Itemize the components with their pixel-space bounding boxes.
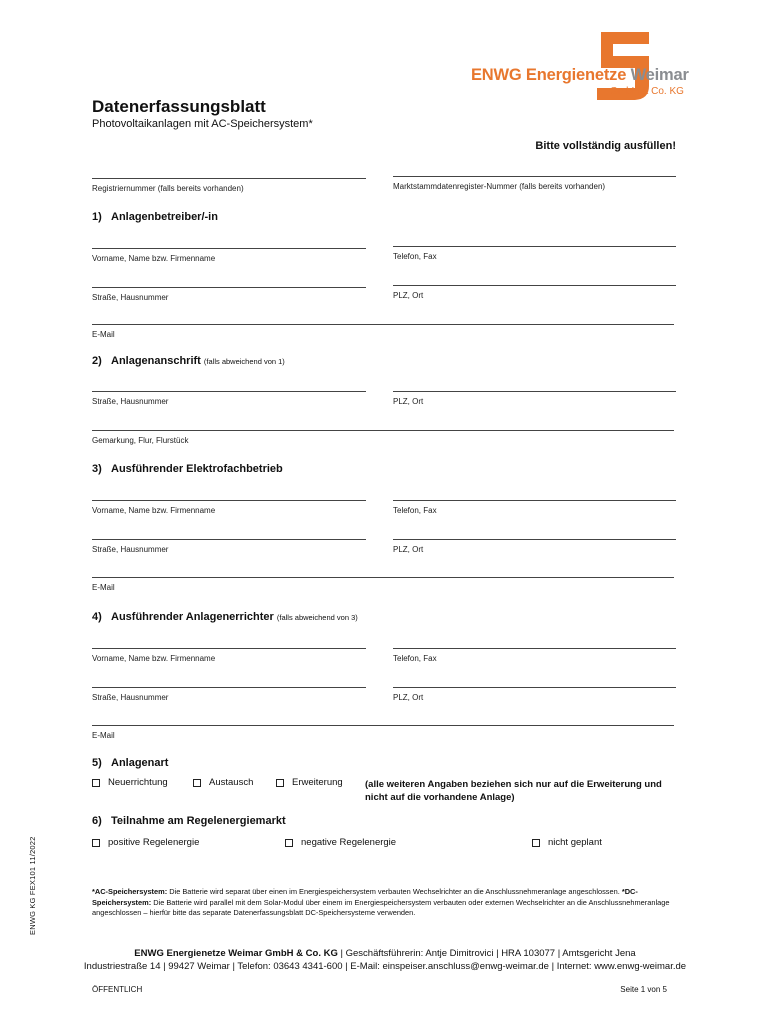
s3-street-label: Straße, Hausnummer bbox=[92, 545, 169, 554]
option-extension[interactable]: Erweiterung bbox=[276, 777, 343, 788]
s2-city-label: PLZ, Ort bbox=[393, 397, 424, 406]
s1-city-label: PLZ, Ort bbox=[393, 291, 424, 300]
section-6-heading: 6) Teilnahme am Regelenergiemarkt bbox=[92, 815, 286, 827]
logo-wordmark: ENWG Energienetze Weimar bbox=[471, 66, 689, 84]
s1-name-label: Vorname, Name bzw. Firmenname bbox=[92, 254, 216, 263]
registration-number-field[interactable] bbox=[92, 178, 366, 179]
page-number: Seite 1 von 5 bbox=[620, 985, 667, 994]
checkbox-icon[interactable] bbox=[276, 779, 284, 787]
s4-email-label: E-Mail bbox=[92, 731, 115, 740]
s1-street-field[interactable] bbox=[92, 287, 366, 288]
checkbox-icon[interactable] bbox=[285, 839, 293, 847]
storage-footnote: *AC-Speichersystem: Die Batterie wird separat über einen im Energiespeichersystem verbauten Wechselrichter an die Anschlussnehmeranlage angeschlossen. *DC-Speichersystem: Die Batterie wird parallel mit dem Solar-Modul über einem im Energiespeichersystem verbauten oder externen Wechselrichter an die Anschlussnehmeranlage angeschlossen – hierfür bitte das separate Datenerfassungsblatt DC-Speichersysteme verwenden. bbox=[92, 887, 670, 917]
form-code: ENWG KG FEX101 11/2022 bbox=[28, 836, 37, 935]
s4-name-field[interactable] bbox=[92, 648, 366, 649]
s4-name-label: Vorname, Name bzw. Firmenname bbox=[92, 654, 216, 663]
s4-street-label: Straße, Hausnummer bbox=[92, 693, 169, 702]
option-new-installation[interactable]: Neuerrichtung bbox=[92, 777, 168, 788]
s2-street-field[interactable] bbox=[92, 391, 366, 392]
s3-name-field[interactable] bbox=[92, 500, 366, 501]
company-footer: ENWG Energienetze Weimar GmbH & Co. KG | Geschäftsführerin: Antje Dimitrovici | HRA 103077 | Amtsgericht Jena Industriestraße 14 | 99427 Weimar | Telefon: 03643 4341-600 | E-Mail: einspeiser.anschluss@enwg-weimar.de | Internet: www.enwg-weimar.de bbox=[83, 948, 687, 972]
s4-phone-label: Telefon, Fax bbox=[393, 654, 437, 663]
section-2-heading: 2) Anlagenanschrift (falls abweichend von 1) bbox=[92, 355, 285, 367]
s4-city-label: PLZ, Ort bbox=[393, 693, 424, 702]
option-positive-control-energy[interactable]: positive Regelenergie bbox=[92, 837, 199, 848]
s1-phone-field[interactable] bbox=[393, 246, 676, 247]
s1-name-field[interactable] bbox=[92, 248, 366, 249]
fill-completely-hint: Bitte vollständig ausfüllen! bbox=[535, 140, 676, 152]
s3-email-label: E-Mail bbox=[92, 583, 115, 592]
s3-name-label: Vorname, Name bzw. Firmenname bbox=[92, 506, 216, 515]
s4-street-field[interactable] bbox=[92, 687, 366, 688]
registration-number-label: Registriernummer (falls bereits vorhanden) bbox=[92, 184, 244, 193]
option-negative-control-energy[interactable]: negative Regelenergie bbox=[285, 837, 396, 848]
page-title: Datenerfassungsblatt bbox=[92, 97, 266, 116]
s4-city-field[interactable] bbox=[393, 687, 676, 688]
option-replacement[interactable]: Austausch bbox=[193, 777, 253, 788]
s1-city-field[interactable] bbox=[393, 285, 676, 286]
classification-label: ÖFFENTLICH bbox=[92, 985, 143, 994]
s2-plot-label: Gemarkung, Flur, Flurstück bbox=[92, 436, 189, 445]
s2-plot-field[interactable] bbox=[92, 430, 674, 431]
s2-city-field[interactable] bbox=[393, 391, 676, 392]
checkbox-icon[interactable] bbox=[532, 839, 540, 847]
section-3-heading: 3) Ausführender Elektrofachbetrieb bbox=[92, 463, 283, 475]
s1-email-field[interactable] bbox=[92, 324, 674, 325]
s3-city-field[interactable] bbox=[393, 539, 676, 540]
option-not-planned[interactable]: nicht geplant bbox=[532, 837, 602, 848]
checkbox-icon[interactable] bbox=[92, 779, 100, 787]
s1-street-label: Straße, Hausnummer bbox=[92, 293, 169, 302]
s4-email-field[interactable] bbox=[92, 725, 674, 726]
s3-phone-label: Telefon, Fax bbox=[393, 506, 437, 515]
s3-street-field[interactable] bbox=[92, 539, 366, 540]
s3-email-field[interactable] bbox=[92, 577, 674, 578]
s1-email-label: E-Mail bbox=[92, 330, 115, 339]
section-5-heading: 5) Anlagenart bbox=[92, 757, 169, 769]
s2-street-label: Straße, Hausnummer bbox=[92, 397, 169, 406]
s1-phone-label: Telefon, Fax bbox=[393, 252, 437, 261]
logo-subline: GmbH & Co. KG bbox=[610, 86, 684, 97]
checkbox-icon[interactable] bbox=[92, 839, 100, 847]
checkbox-icon[interactable] bbox=[193, 779, 201, 787]
page-subtitle: Photovoltaikanlagen mit AC-Speichersystem* bbox=[92, 118, 313, 130]
mastr-number-field[interactable] bbox=[393, 176, 676, 177]
company-logo bbox=[453, 26, 693, 126]
s3-phone-field[interactable] bbox=[393, 500, 676, 501]
section-1-heading: 1) Anlagenbetreiber/-in bbox=[92, 211, 218, 223]
section-4-heading: 4) Ausführender Anlagenerrichter (falls abweichend von 3) bbox=[92, 611, 358, 623]
s3-city-label: PLZ, Ort bbox=[393, 545, 424, 554]
extension-note: (alle weiteren Angaben beziehen sich nur auf die Erweiterung und nicht auf die vorhandene Anlage) bbox=[365, 779, 662, 803]
s4-phone-field[interactable] bbox=[393, 648, 676, 649]
mastr-number-label: Marktstammdatenregister-Nummer (falls bereits vorhanden) bbox=[393, 182, 606, 191]
